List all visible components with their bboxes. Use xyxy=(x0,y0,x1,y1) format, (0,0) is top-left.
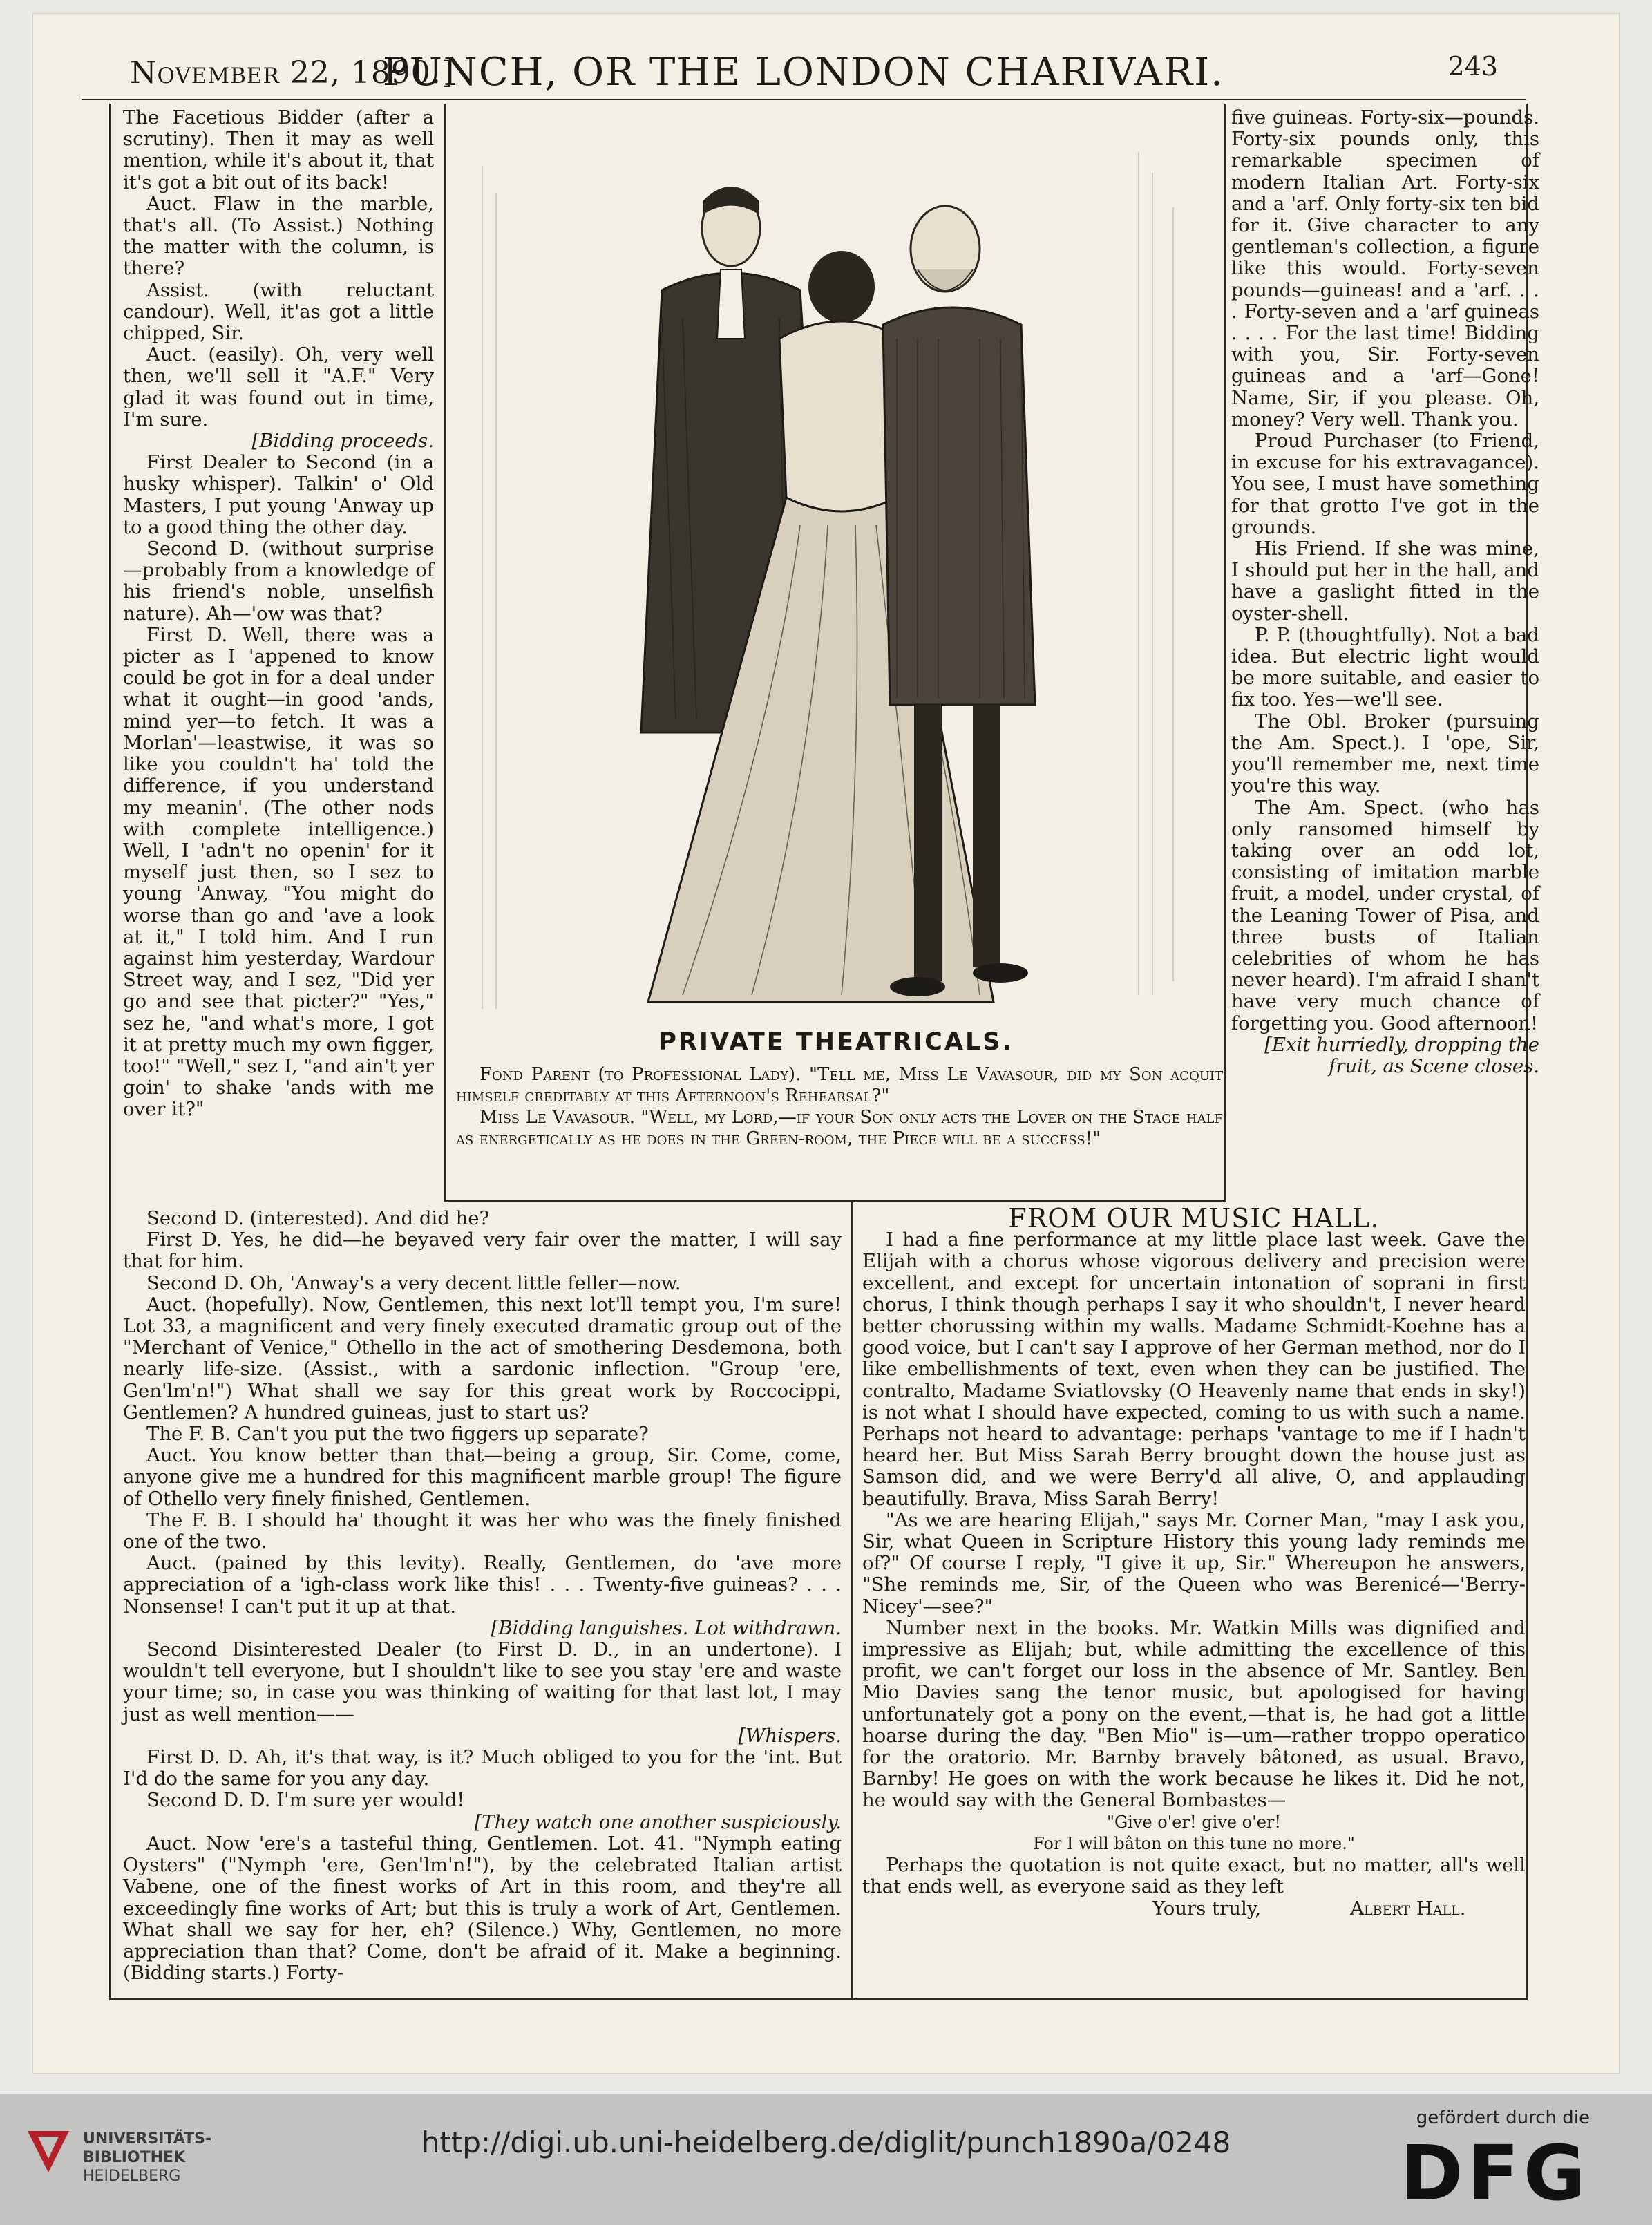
paragraph: Number next in the books. Mr. Watkin Mills was dignified and impressive as Elijah; but, while admitting the excellence of this profit, we can't forget our loss in the absence of Mr. Santley. Ben Mio Davies sang the tenor music, but apologised for having unfortunately got a pony on the event,—that is, he had got a little hoarse during the day. "Ben Mio" is—um—rather troppo operatico for the oratorio. Mr. Barnby bravely bâtoned, as usual. Bravo, Barnby! He goes on with the work because he likes it. Did he not, he would say with the General Bombastes— xyxy=(862,1616,1526,1812)
signature: Albert Hall. xyxy=(1350,1897,1466,1920)
stage-direction: [Bidding languishes. Lot withdrawn. xyxy=(491,1616,842,1639)
paragraph: Auct. (easily). Oh, very well then, we'll sell it "A.F." Very glad it was found out in time, I'm sure. xyxy=(123,343,434,430)
paragraph: Proud Purchaser (to Friend, in excuse for his extravagance). You see, I must have something for that grotto I've got in the grounds. xyxy=(1231,430,1539,538)
issue-date: November 22, 1890.] xyxy=(130,55,454,91)
dfg-logo: DFG xyxy=(1400,2129,1590,2217)
auction-continuation-text xyxy=(123,1208,842,1984)
paragraph: Auct. Now 'ere's a tasteful thing, Gentlemen. Lot. 41. "Nymph eating Oysters" ("Nymph 'ere, Gen'lm'n!"), by the celebrated Italian artist Vabene, one of the finest works of Art in this room, and they're all exceedingly fine works of Art; but this is truly a work of Art, Gentlemen. What shall we say for her, eh? (Silence.) Why, Gentlemen, no more appreciation than that? Come, don't be afraid of it. Make a beginning. (Bidding starts.) Forty- xyxy=(123,1832,842,1985)
paragraph: The Facetious Bidder (after a scrutiny). Then it may as well mention, while it's about it, that it's got a bit out of its back! xyxy=(123,106,434,193)
caption-line: Miss Le Vavasour. "Well, my Lord,—if your Son only acts the Lover on the Stage half as energetically as he does in the Green-room, the Piece will be a success!" xyxy=(456,1107,1223,1149)
paragraph: First D. Yes, he did—he beyaved very fair over the matter, I will say that for him. xyxy=(123,1229,842,1273)
paragraph: The Obl. Broker (pursuing the Am. Spect.). I 'ope, Sir, you'll remember me, next time you're this way. xyxy=(1231,710,1539,797)
verse-line: "Give o'er! give o'er! xyxy=(1106,1812,1282,1832)
paragraph: P. P. (thoughtfully). Not a bad idea. But electric light would be more suitable, and easier to fix too. Yes—we'll see. xyxy=(1231,623,1539,711)
paragraph: First D. D. Ah, it's that way, is it? Much obliged to you for the 'int. But I'd do the same for you any day. xyxy=(123,1746,842,1790)
right-column-text xyxy=(1231,107,1539,1077)
digital-library-footer xyxy=(0,2094,1652,2225)
signoff-line xyxy=(862,1898,1526,1920)
verse-line: For I will bâton on this tune no more." xyxy=(1033,1833,1355,1853)
permalink-url[interactable]: http://digi.ub.uni-heidelberg.de/diglit/punch1890a/0248 xyxy=(421,2125,1231,2159)
lower-column-divider xyxy=(851,1202,853,1998)
paragraph: Auct. (hopefully). Now, Gentlemen, this next lot'll tempt you, I'm sure! Lot 33, a magnificent and very finely executed dramatic group out of the "Merchant of Venice," Othello in the act of smothering Desdemona, both nearly life-size. (Assist., with a sardonic inflection. "Group 'ere, Gen'lm'n!") What shall we say for this great work by Roccocippi, Gentlemen? A hundred guineas, just to start us? xyxy=(123,1293,842,1423)
paragraph: Second D. Oh, 'Anway's a very decent little feller—now. xyxy=(146,1271,681,1294)
caption-line: Fond Parent (to Professional Lady). "Tell me, Miss Le Vavasour, did my Son acquit himself creditably at this Afternoon's Rehearsal?" xyxy=(456,1064,1223,1106)
illustration-panel xyxy=(449,104,1223,1061)
paragraph: Second D. (interested). And did he? xyxy=(146,1207,490,1229)
paragraph: Second D. D. I'm sure yer would! xyxy=(146,1789,465,1812)
paragraph: Auct. You know better than that—being a group, Sir. Come, come, anyone give me a hundred for this magnificent marble group! The figure of Othello very finely finished, Gentlemen. xyxy=(123,1444,842,1510)
paragraph: Second D. (without surprise—probably from a knowledge of his friend's noble, unselfish nature). Ah—'ow was that? xyxy=(123,538,434,625)
stage-direction: [Exit hurriedly, dropping the fruit, as Scene closes. xyxy=(1264,1033,1539,1077)
masthead-title: PUNCH, OR THE LONDON CHARIVARI. xyxy=(382,50,1225,95)
stage-direction: [Bidding proceeds. xyxy=(251,430,434,453)
article-title: FROM OUR MUSIC HALL. xyxy=(1008,1203,1380,1233)
paragraph: Auct. Flaw in the marble, that's all. (To Assist.) Nothing the matter with the column, is there? xyxy=(123,192,434,280)
left-column-text xyxy=(123,107,434,1121)
illustration-bottom-rule xyxy=(444,1200,1226,1202)
library-line: BIBLIOTHEK xyxy=(83,2149,186,2166)
illustration-right-rule xyxy=(1224,104,1226,1202)
signoff: Yours truly, xyxy=(1152,1897,1262,1920)
paragraph: Perhaps the quotation is not quite exact, but no matter, all's well that ends well, as everyone said as they left xyxy=(862,1854,1526,1898)
library-line: HEIDELBERG xyxy=(83,2168,181,2185)
paragraph: First Dealer to Second (in a husky whisper). Talkin' o' Old Masters, I put young 'Anway up to a good thing the other day. xyxy=(123,451,434,538)
paragraph: The F. B. I should ha' thought it was her who was the finely finished one of the two. xyxy=(123,1508,842,1553)
stage-direction: [Whispers. xyxy=(738,1724,842,1747)
paragraph: "As we are hearing Elijah," says Mr. Corner Man, "may I ask you, Sir, what Queen in Scripture History this young lady reminds me of?" Of course I reply, "I give it up, Sir." Whereupon he answers, "She reminds me, Sir, of the Queen who was Berenicé—'Berry-Nicey'—see?" xyxy=(862,1508,1526,1618)
music-hall-article xyxy=(862,1203,1526,1920)
library-line: UNIVERSITÄTS- xyxy=(83,2130,212,2148)
paragraph: His Friend. If she was mine, I should put her in the hall, and have a gaslight fitted in the oyster-shell. xyxy=(1231,538,1539,625)
left-border-rule xyxy=(109,104,111,2000)
paragraph: The Am. Spect. (who has only ransomed himself by taking over an odd lot, consisting of imitation marble fruit, a model, under crystal, of the Leaning Tower of Pisa, and three busts of Italian celebrities of whom he has never heard). I'm afraid I shan't have very much chance of forgetting you. Good afternoon! xyxy=(1231,796,1539,1034)
bottom-border-rule xyxy=(109,1998,1528,2000)
paragraph: The F. B. Can't you put the two figgers up separate? xyxy=(146,1423,649,1446)
illustration-caption xyxy=(456,1064,1223,1150)
paragraph: Second Disinterested Dealer (to First D. D., in an undertone). I wouldn't tell everyone, but I shouldn't like to see you stay 'ere and waste your time; so, in case you was thinking of waiting for that last lot, I may just as well mention—— xyxy=(123,1638,842,1725)
page-header xyxy=(82,48,1526,100)
funding-label: gefördert durch die xyxy=(1416,2108,1590,2128)
illustration-title: PRIVATE THEATRICALS. xyxy=(658,1028,1014,1056)
paragraph: I had a fine performance at my little place last week. Gave the Elijah with a chorus whose vigorous delivery and precision were excellent, and except for uncertain intonation of soprani in first chorus, I think though perhaps I say it who shouldn't, I never heard better chorussing within my walls. Madame Schmidt-Koehne has a good voice, but I can't say I approve of her German method, nor do I like embellishments of text, even when they can be justified. The contralto, Madame Sviatlovsky (O Heavenly name that ends in sky!) is not what I should have expected, coming to us with such a name. Perhaps not heard to advantage: perhaps 'vantage to me if I hadn't heard her. But Miss Sarah Berry brought down the house just as Samson did, and we were Berry'd all alive, O, and applauding beautifully. Brava, Miss Sarah Berry! xyxy=(862,1229,1526,1510)
page-number: 243 xyxy=(1447,51,1498,82)
paragraph: First D. Well, there was a picter as I 'appened to know could be got in for a deal under what it ought—in good 'ands, mind yer—to fetch. It was a Morlan'—leastwise, it was so like you couldn't ha' told the difference, if you understand my meanin'. (The other nods with complete intelligence.) Well, I 'adn't no openin' for it myself just then, so I sez to young 'Anway, "You might do worse than go and 'ave a look at it," I told him. And I run against him yesterday, Wardour Street way, and I sez, "Did yer go and see that picter?" "Yes," sez he, "and what's more, I got it at pretty much my own figger, too!" "Well," sez I, "and ain't yer goin' to shake 'ands with me over it?" xyxy=(123,623,434,1121)
illustration-left-rule xyxy=(444,104,446,1202)
paragraph: Assist. (with reluctant candour). Well, it'as got a little chipped, Sir. xyxy=(123,278,434,345)
stage-direction: [They watch one another suspiciously. xyxy=(474,1810,842,1833)
engraving-illustration xyxy=(455,111,1215,1030)
paragraph: five guineas. Forty-six—pounds. Forty-six pounds only, this remarkable specimen of modern Italian Art. Forty-six and a 'arf. Only forty-six ten bid for it. Give character to any gentleman's collection, a figure like this would. Forty-seven pounds—guineas! and a 'arf. . . . Forty-seven and a 'arf guineas . . . . For the last time! Bidding with you, Sir. Forty-seven guineas and a 'arf—Gone! Name, Sir, if you please. Oh, money? Very well. Thank you. xyxy=(1231,106,1539,430)
paragraph: Auct. (pained by this levity). Really, Gentlemen, do 'ave more appreciation of a 'igh-class work like this! . . . Twenty-five guineas? . . . Nonsense! I can't put it up at that. xyxy=(123,1552,842,1618)
